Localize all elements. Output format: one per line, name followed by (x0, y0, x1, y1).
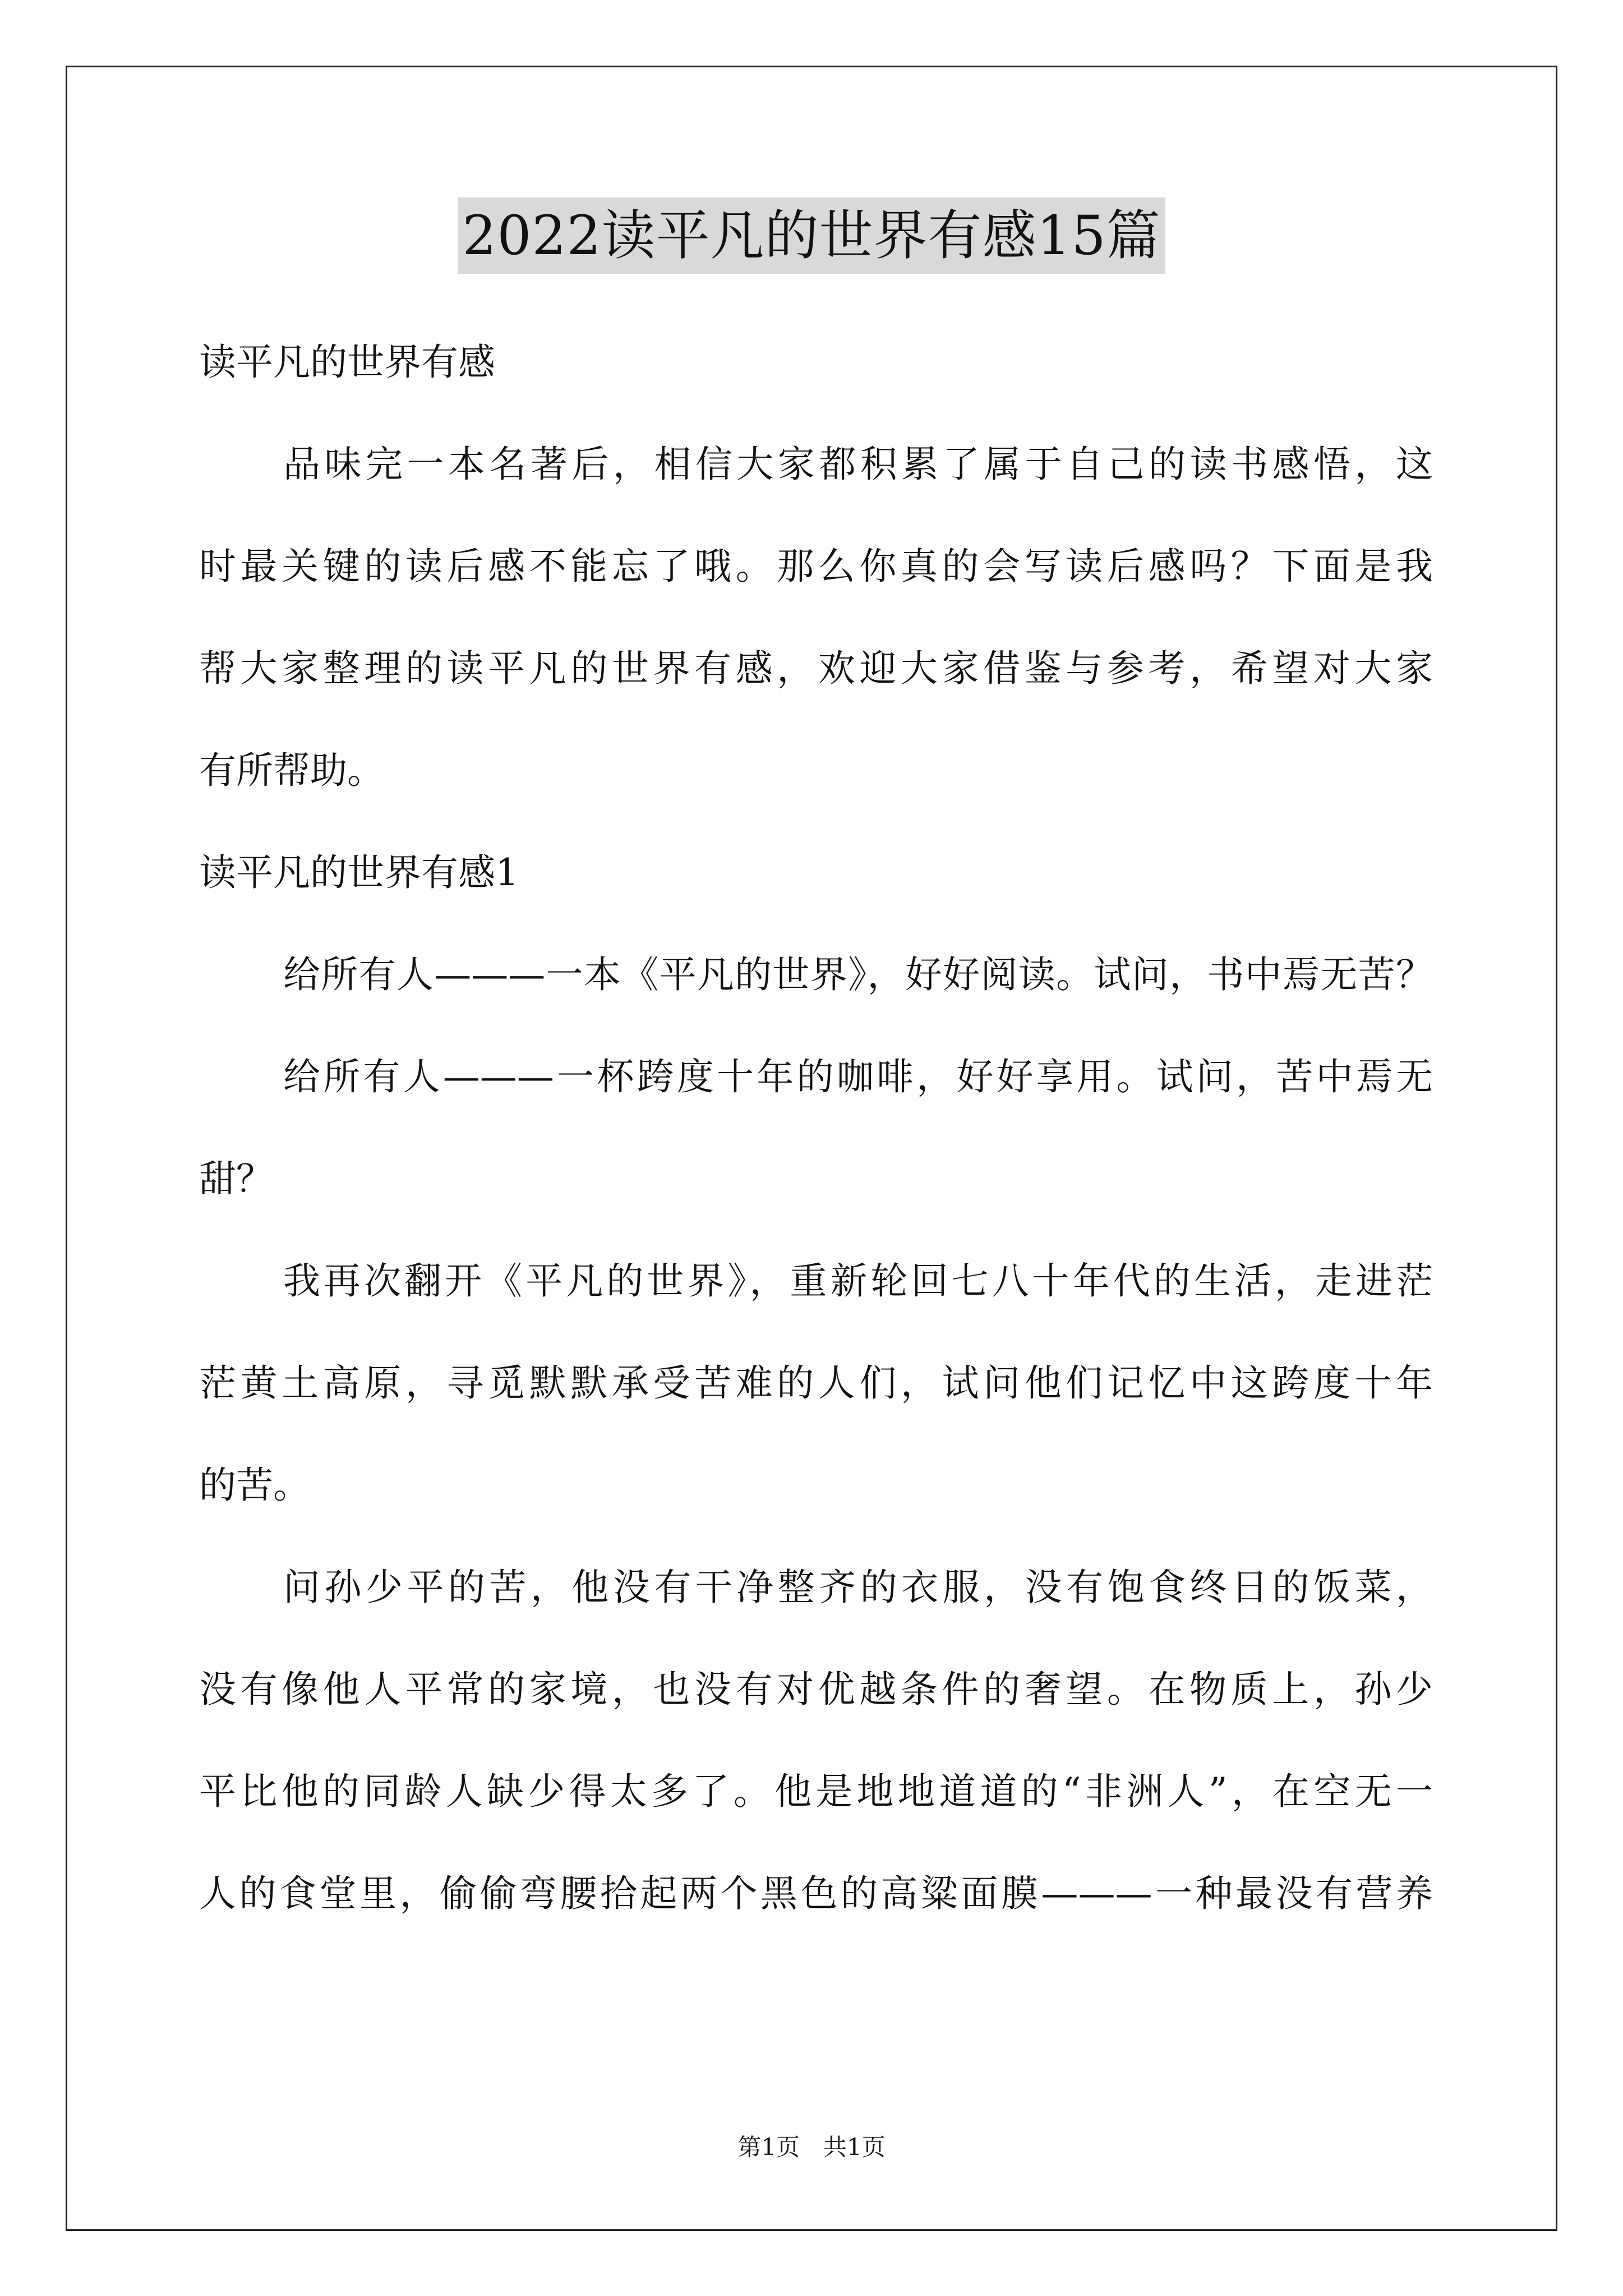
text-line: 茫黄土高原，寻觅默默承受苦难的人们，试问他们记忆中这跨度十年 (199, 1361, 1433, 1405)
text-line: 平比他的同龄人缺少得太多了。他是地地道道的“非洲人”，在空无一 (199, 1770, 1433, 1813)
text-line: 给所有人———一杯跨度十年的咖啡，好好享用。试问，苦中焉无 (283, 1055, 1433, 1098)
text-line: 读平凡的世界有感1 (199, 851, 519, 894)
page-footer: 第1页 共1页 (737, 2133, 886, 2161)
document-body (199, 311, 1433, 1945)
text-line: 人的食堂里，偷偷弯腰拾起两个黑色的高粱面膜———一种最没有营养 (199, 1872, 1433, 1915)
text-line: 品味完一本名著后，相信大家都积累了属于自己的读书感悟，这 (283, 443, 1433, 486)
text-line: 甜？ (199, 1157, 273, 1200)
title-container (0, 197, 1623, 274)
text-line: 帮大家整理的读平凡的世界有感，欢迎大家借鉴与参考，希望对大家 (199, 647, 1433, 690)
text-line: 的苦。 (199, 1464, 310, 1507)
text-line: 问孙少平的苦，他没有干净整齐的衣服，没有饱食终日的饭菜， (283, 1566, 1433, 1609)
text-line: 有所帮助。 (199, 749, 384, 792)
text-line: 我再次翻开《平凡的世界》，重新轮回七八十年代的生活，走进茫 (283, 1259, 1433, 1303)
text-line: 读平凡的世界有感 (199, 341, 495, 384)
text-line: 给所有人———一本《平凡的世界》，好好阅读。试问，书中焉无苦？ (283, 953, 1433, 996)
text-line: 没有像他人平常的家境，也没有对优越条件的奢望。在物质上，孙少 (199, 1668, 1433, 1711)
text-line: 时最关键的读后感不能忘了哦。那么你真的会写读后感吗？下面是我 (199, 545, 1433, 588)
document-title: 2022读平凡的世界有感15篇 (458, 197, 1165, 274)
